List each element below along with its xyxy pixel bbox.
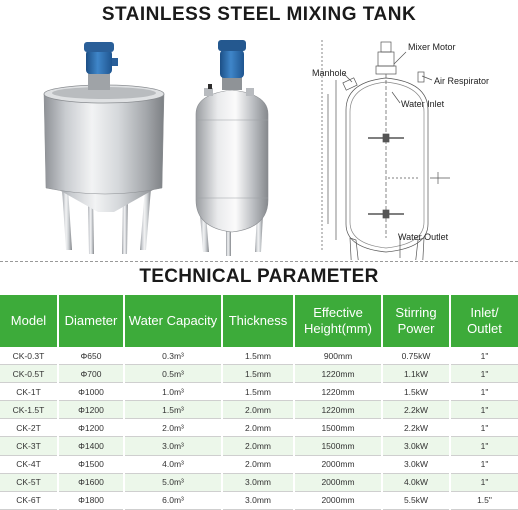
cell-stirring-power: 3.0kW — [382, 437, 450, 455]
section-title: TECHNICAL PARAMETER — [139, 266, 379, 287]
drawing-labels — [312, 42, 489, 242]
cell-model: CK-5T — [0, 473, 58, 491]
table-row — [0, 347, 518, 365]
table-row — [0, 437, 518, 455]
table-row — [0, 401, 518, 419]
cell-effective-height: 900mm — [294, 347, 382, 365]
page-title: STAINLESS STEEL MIXING TANK — [101, 4, 417, 25]
cell-stirring-power: 1.1kW — [382, 365, 450, 383]
cell-diameter: Φ700 — [58, 365, 124, 383]
tank2-motor-cap — [218, 40, 246, 51]
cell-inlet-outlet: 1" — [450, 419, 518, 437]
table-row — [0, 383, 518, 401]
cell-effective-height: 2000mm — [294, 455, 382, 473]
cell-water-capacity: 0.5m³ — [124, 365, 222, 383]
tank2-nozzle — [246, 88, 254, 96]
column-header-stirring-power: Stirring Power — [382, 295, 450, 347]
cell-model: CK-0.5T — [0, 365, 58, 383]
table-row — [0, 419, 518, 437]
cell-water-capacity: 3.0m³ — [124, 437, 222, 455]
cell-model: CK-4T — [0, 455, 58, 473]
cell-inlet-outlet: 1" — [450, 401, 518, 419]
cell-effective-height: 1220mm — [294, 365, 382, 383]
section-divider — [0, 261, 518, 262]
cell-effective-height: 1220mm — [294, 383, 382, 401]
cell-thickness: 2.0mm — [222, 437, 294, 455]
tank2-manhole — [204, 88, 213, 96]
parameter-table — [0, 295, 518, 510]
column-header-thickness: Thickness — [222, 295, 294, 347]
cell-diameter: Φ1200 — [58, 419, 124, 437]
cell-effective-height: 2000mm — [294, 473, 382, 491]
tank-photo-2 — [196, 40, 268, 256]
cell-model: CK-6T — [0, 491, 58, 509]
cell-stirring-power: 2.2kW — [382, 401, 450, 419]
cell-water-capacity: 5.0m³ — [124, 473, 222, 491]
cell-thickness: 2.0mm — [222, 401, 294, 419]
cell-thickness: 1.5mm — [222, 347, 294, 365]
cell-effective-height: 1220mm — [294, 401, 382, 419]
cell-model: CK-3T — [0, 437, 58, 455]
cell-effective-height: 1500mm — [294, 419, 382, 437]
tank-photo-1 — [44, 42, 164, 254]
label-water-outlet: Water Outlet — [398, 232, 449, 242]
cell-effective-height: 2000mm — [294, 491, 382, 509]
column-header-diameter: Diameter — [58, 295, 124, 347]
cell-water-capacity: 6.0m³ — [124, 491, 222, 509]
table-row — [0, 365, 518, 383]
cell-inlet-outlet: 1" — [450, 473, 518, 491]
table-body — [0, 347, 518, 509]
cell-inlet-outlet: 1" — [450, 347, 518, 365]
cell-diameter: Φ1500 — [58, 455, 124, 473]
cell-stirring-power: 3.0kW — [382, 455, 450, 473]
cell-thickness: 2.0mm — [222, 419, 294, 437]
label-air-respirator: Air Respirator — [434, 76, 490, 86]
column-header-water-capacity: Water Capacity — [124, 295, 222, 347]
cell-thickness: 1.5mm — [222, 365, 294, 383]
cell-model: CK-1.5T — [0, 401, 58, 419]
tank1-leg — [62, 188, 72, 250]
cell-water-capacity: 1.0m³ — [124, 383, 222, 401]
tank2-body — [196, 90, 268, 232]
cell-model: CK-2T — [0, 419, 58, 437]
cell-effective-height: 1500mm — [294, 437, 382, 455]
cell-diameter: Φ1000 — [58, 383, 124, 401]
column-header-model: Model — [0, 295, 58, 347]
label-mixer-motor: Mixer Motor — [408, 42, 456, 52]
cell-water-capacity: 1.5m³ — [124, 401, 222, 419]
cell-water-capacity: 4.0m³ — [124, 455, 222, 473]
tank1-motor-cap — [84, 42, 114, 52]
tank2-motor — [220, 50, 244, 78]
cell-inlet-outlet: 1" — [450, 455, 518, 473]
tank1-motor — [86, 50, 112, 74]
table-row — [0, 455, 518, 473]
label-water-inlet: Water Inlet — [401, 99, 445, 109]
table-header-row — [0, 295, 518, 347]
column-header-inlet-outlet: Inlet/ Outlet — [450, 295, 518, 347]
tank1-body — [44, 94, 164, 194]
cell-stirring-power: 5.5kW — [382, 491, 450, 509]
cell-stirring-power: 0.75kW — [382, 347, 450, 365]
cell-diameter: Φ650 — [58, 347, 124, 365]
column-header-effective-height: Effective Height(mm) — [294, 295, 382, 347]
cell-water-capacity: 2.0m³ — [124, 419, 222, 437]
cell-model: CK-0.3T — [0, 347, 58, 365]
tank-illustrations — [0, 28, 518, 260]
cell-water-capacity: 0.3m³ — [124, 347, 222, 365]
cell-stirring-power: 2.2kW — [382, 419, 450, 437]
cell-inlet-outlet: 1" — [450, 437, 518, 455]
cell-thickness: 3.0mm — [222, 473, 294, 491]
tank1-gearbox — [88, 72, 110, 90]
cell-thickness: 2.0mm — [222, 455, 294, 473]
table-row — [0, 473, 518, 491]
table-row — [0, 491, 518, 509]
tank2-gearbox — [222, 76, 242, 90]
cell-diameter: Φ1200 — [58, 401, 124, 419]
cell-thickness: 3.0mm — [222, 491, 294, 509]
cell-diameter: Φ1800 — [58, 491, 124, 509]
cell-model: CK-1T — [0, 383, 58, 401]
cell-stirring-power: 4.0kW — [382, 473, 450, 491]
tank1-motor-box — [112, 58, 118, 66]
cell-inlet-outlet: 1" — [450, 365, 518, 383]
label-manhole: Manhole — [312, 68, 347, 78]
cell-stirring-power: 1.5kW — [382, 383, 450, 401]
cell-inlet-outlet: 1" — [450, 383, 518, 401]
cell-inlet-outlet: 1.5" — [450, 491, 518, 509]
tank1-leg — [140, 188, 151, 250]
cell-thickness: 1.5mm — [222, 383, 294, 401]
cell-diameter: Φ1600 — [58, 473, 124, 491]
cell-diameter: Φ1400 — [58, 437, 124, 455]
